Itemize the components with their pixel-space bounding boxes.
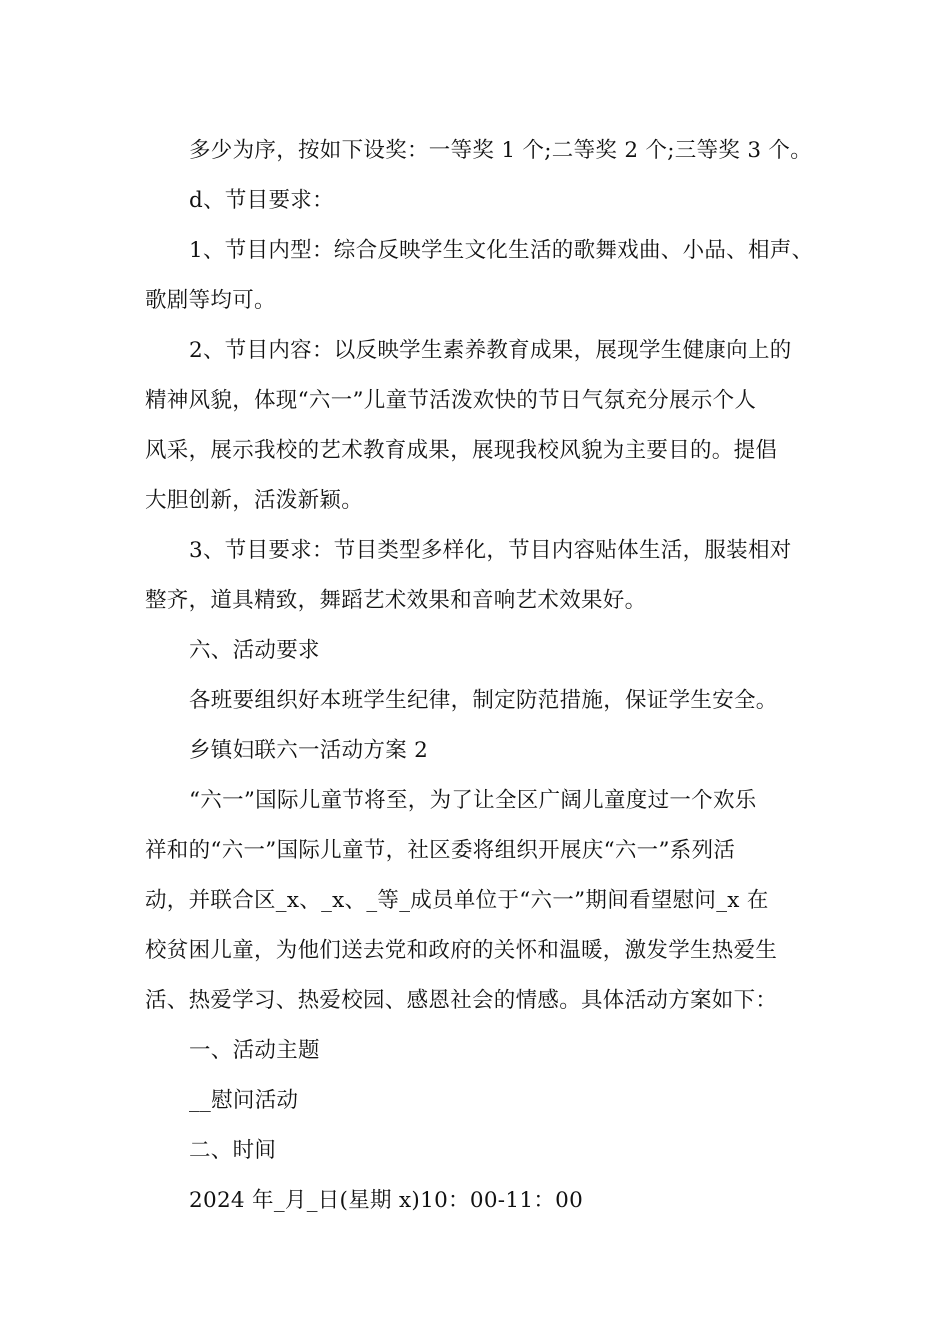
text-line: __慰问活动 [189,1088,299,1113]
text-line: 多少为序，按如下设奖：一等奖 1 个;二等奖 2 个;三等奖 3 个。 [189,138,813,163]
text-line: 校贫困儿童，为他们送去党和政府的关怀和温暖，激发学生热爱生 [145,938,778,963]
text-line: 大胆创新，活泼新颖。 [145,488,364,513]
section-heading: 六、活动要求 [189,638,320,663]
section-heading: 乡镇妇联六一活动方案 2 [189,738,429,763]
text-line: 2024 年_月_日(星期 x)10：00-11：00 [189,1188,584,1213]
text-line: 动，并联合区_x、_x、_等_成员单位于“六一”期间看望慰问_x 在 [145,888,769,913]
text-line: 3、节目要求：节目类型多样化，节目内容贴体生活，服装相对 [189,538,792,563]
section-heading: 二、时间 [189,1138,277,1163]
text-line: 歌剧等均可。 [145,288,276,313]
text-line: 1、节目内型：综合反映学生文化生活的歌舞戏曲、小品、相声、 [189,238,814,263]
text-line: 活、热爱学习、热爱校园、感恩社会的情感。具体活动方案如下： [145,988,778,1013]
section-heading: 一、活动主题 [189,1038,320,1063]
text-line: 风采，展示我校的艺术教育成果，展现我校风貌为主要目的。提倡 [145,438,778,463]
text-line: “六一”国际儿童节将至，为了让全区广阔儿童度过一个欢乐 [189,788,757,813]
text-line: 2、节目内容：以反映学生素养教育成果，展现学生健康向上的 [189,338,792,363]
text-line: 精神风貌，体现“六一”儿童节活泼欢快的节日气氛充分展示个人 [145,388,757,413]
text-line: d、节目要求： [189,188,334,213]
text-line: 祥和的“六一”国际儿童节，社区委将组织开展庆“六一”系列活 [145,838,736,863]
text-line: 整齐，道具精致，舞蹈艺术效果和音响艺术效果好。 [145,588,647,613]
text-line: 各班要组织好本班学生纪律，制定防范措施，保证学生安全。 [189,688,778,713]
